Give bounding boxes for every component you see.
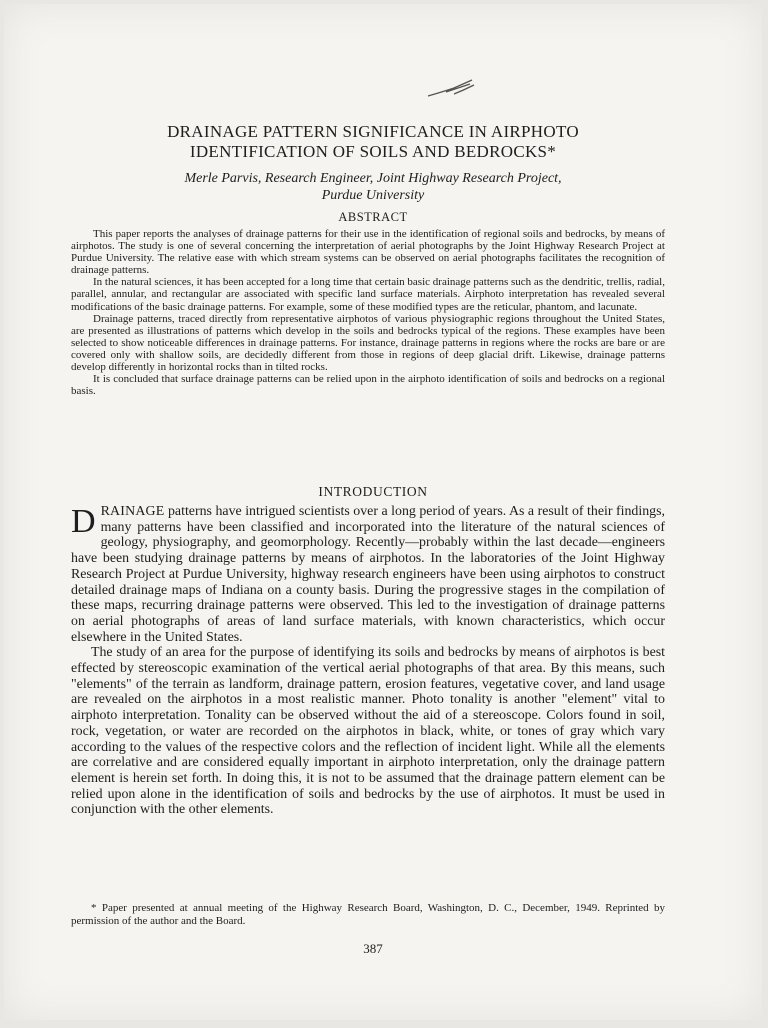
author-byline bbox=[64, 170, 682, 204]
first-word: RAINAGE bbox=[100, 504, 165, 519]
author-line-2: Purdue University bbox=[321, 188, 425, 203]
handwritten-mark bbox=[424, 76, 484, 102]
abstract-paragraph: In the natural sciences, it has been accepted for a long time that certain basic drainage patterns such as the dendritic, trellis, radial, parallel, annular, and rectangular are associated with specific land surface materials. Airphoto interpretation has revealed several modifications of the basic drainage patterns. For example, some of these modified types are the reticular, phantom, and lacunate. bbox=[71, 276, 665, 313]
paper-title bbox=[44, 122, 702, 162]
title-line-2: IDENTIFICATION OF SOILS AND BEDROCKS* bbox=[189, 142, 557, 161]
body-paragraph: The study of an area for the purpose of identifying its soils and bedrocks by means of airphotos is best effected by stereoscopic examination of the vertical aerial photographs of that area. By this means, such "elements" of the terrain as landform, drainage pattern, erosion features, vegetative cover, and land usage are revealed on the airphotos in a most realistic manner. Photo tonality is another "element" vital to airphoto interpretation. Tonality can be observed without the aid of a stereoscope. Colors found in soil, rock, vegetation, or water are recorded on the airphotos in black, white, or tones of gray which vary according to the values of the respective colors and the reflection of incident light. While all the elements are correlative and are considered equally important in airphoto interpretation, only the drainage pattern element is herein set forth. In doing this, it is not to be assumed that the drainage pattern element can be relied upon alone in the identification of soils and bedrocks by the use of airphotos. It must be used in conjunction with the other elements. bbox=[71, 645, 665, 818]
introduction-body bbox=[71, 504, 665, 818]
author-line-1: Merle Parvis, Research Engineer, Joint Highway Research Project, bbox=[184, 171, 562, 186]
footnote bbox=[71, 902, 665, 928]
body-paragraph bbox=[71, 504, 665, 645]
abstract-body bbox=[71, 228, 665, 397]
body-paragraph-text: patterns have intrigued scientists over a long period of years. As a result of their findings, many patterns have been classified and incorporated into the literature of the natural sciences of geology, physiography, and geomorphology. Recently—probably within the last decade—engineers have been studying drainage patterns by means of airphotos. In the laboratories of the Joint Highway Research Project at Purdue University, highway research engineers have been using airphotos to construct detailed drainage maps of Indiana on a county basis. During the progressive stages in the compilation of these maps, recurring drainage patterns were observed. This led to the investigation of drainage patterns on aerial photographs of areas of land surface materials, with known characteristics, which occur elsewhere in the United States. bbox=[71, 504, 665, 645]
page-number: 387 bbox=[363, 941, 383, 956]
introduction-heading: INTRODUCTION bbox=[318, 484, 428, 499]
drop-cap: D bbox=[71, 503, 96, 540]
abstract-paragraph: It is concluded that surface drainage patterns can be relied upon in the airphoto identification of soils and bedrocks on a regional basis. bbox=[71, 373, 665, 398]
footnote-text: * Paper presented at annual meeting of the Highway Research Board, Washington, D. C., December, 1949. Reprinted by permission of the author and the Board. bbox=[71, 902, 665, 927]
abstract-paragraph: This paper reports the analyses of drainage patterns for their use in the identification of regional soils and bedrocks, by means of airphotos. The study is one of several concerning the interpretation of aerial photographs by the Joint Highway Research Project at Purdue University. The relative ease with which stream systems can be observed on aerial photographs facilitates the recognition of drainage patterns. bbox=[71, 228, 665, 277]
paper-page bbox=[4, 4, 762, 1020]
abstract-paragraph: Drainage patterns, traced directly from representative airphotos of various physiographic regions throughout the United States, are presented as illustrations of patterns which develop in the soils and bedrocks typical of the regions. These examples have been selected to show noticeable differences in drainage patterns. For instance, drainage patterns in regions where the rocks are bare or are covered only with shallow soils, are decidedly different from those in regions of deep glacial drift. Likewise, drainage patterns develop differently in horizontal rocks than in tilted rocks. bbox=[71, 312, 665, 374]
title-line-1: DRAINAGE PATTERN SIGNIFICANCE IN AIRPHOTO bbox=[167, 122, 579, 141]
abstract-heading: ABSTRACT bbox=[338, 210, 408, 224]
